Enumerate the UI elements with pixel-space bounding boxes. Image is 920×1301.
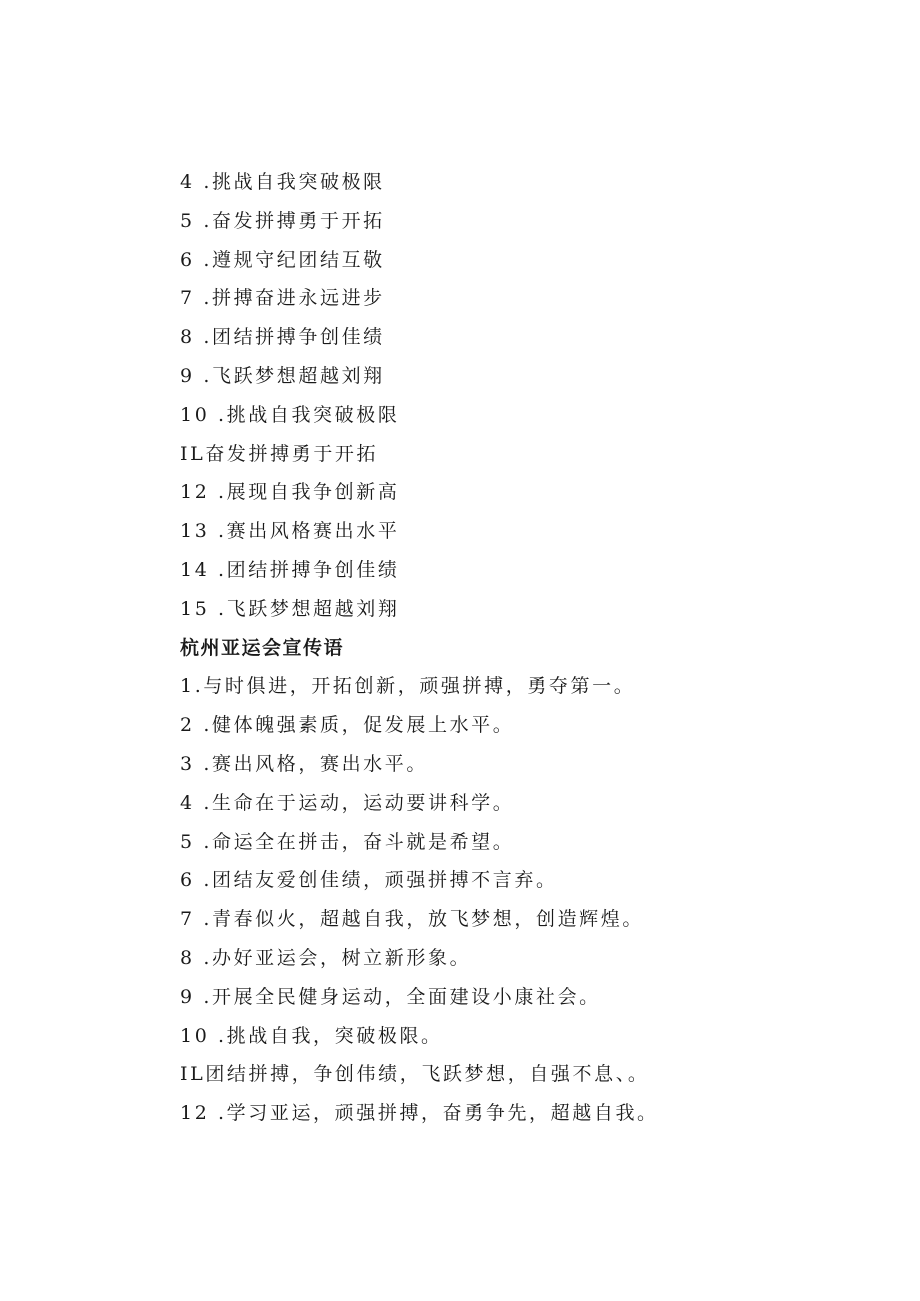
section-heading: 杭州亚运会宣传语	[180, 636, 345, 659]
list-item: 9 .飞跃梦想超越刘翔	[180, 364, 385, 387]
list-item: 8 .办好亚运会，树立新形象。	[180, 946, 472, 969]
list-item: 15 .飞跃梦想超越刘翔	[180, 597, 400, 620]
list-item: 9 .开展全民健身运动，全面建设小康社会。	[180, 985, 601, 1008]
list-item: 2 .健体魄强素质，促发展上水平。	[180, 714, 515, 737]
document-body	[180, 163, 820, 1133]
list-item: 6 .团结友爱创佳绩，顽强拼搏不言弃。	[180, 869, 558, 892]
list-item: 13 .赛出风格赛出水平	[180, 520, 400, 543]
list-item: 8 .团结拼搏争创佳绩	[180, 326, 385, 349]
list-item: 5 .奋发拼搏勇于开拓	[180, 209, 385, 232]
list-item: 7 .青春似火，超越自我，放飞梦想，创造辉煌。	[180, 908, 644, 931]
list-item: IL奋发拼搏勇于开拓	[180, 442, 379, 465]
list-item: 14 .团结拼搏争创佳绩	[180, 558, 400, 581]
list-item: 1.与时俱进，开拓创新，顽强拼搏，勇夺第一。	[180, 675, 636, 698]
list-item: 7 .拼搏奋进永远进步	[180, 287, 385, 310]
list-item: 4 .生命在于运动，运动要讲科学。	[180, 791, 515, 814]
list-item: 10 .挑战自我突破极限	[180, 403, 400, 426]
list-item: IL团结拼搏，争创伟绩，飞跃梦想，自强不息、。	[180, 1063, 650, 1086]
slogan-list-bottom	[180, 667, 820, 1133]
list-item: 10 .挑战自我，突破极限。	[180, 1024, 443, 1047]
list-item: 3 .赛出风格，赛出水平。	[180, 752, 428, 775]
slogan-list-top	[180, 163, 820, 629]
list-item: 5 .命运全在拼击，奋斗就是希望。	[180, 830, 515, 853]
list-item: 4 .挑战自我突破极限	[180, 171, 385, 193]
list-item: 6 .遵规守纪团结互敬	[180, 248, 385, 271]
list-item: 12 .展现自我争创新高	[180, 481, 400, 504]
list-item: 12 .学习亚运，顽强拼搏，奋勇争先，超越自我。	[180, 1102, 659, 1125]
